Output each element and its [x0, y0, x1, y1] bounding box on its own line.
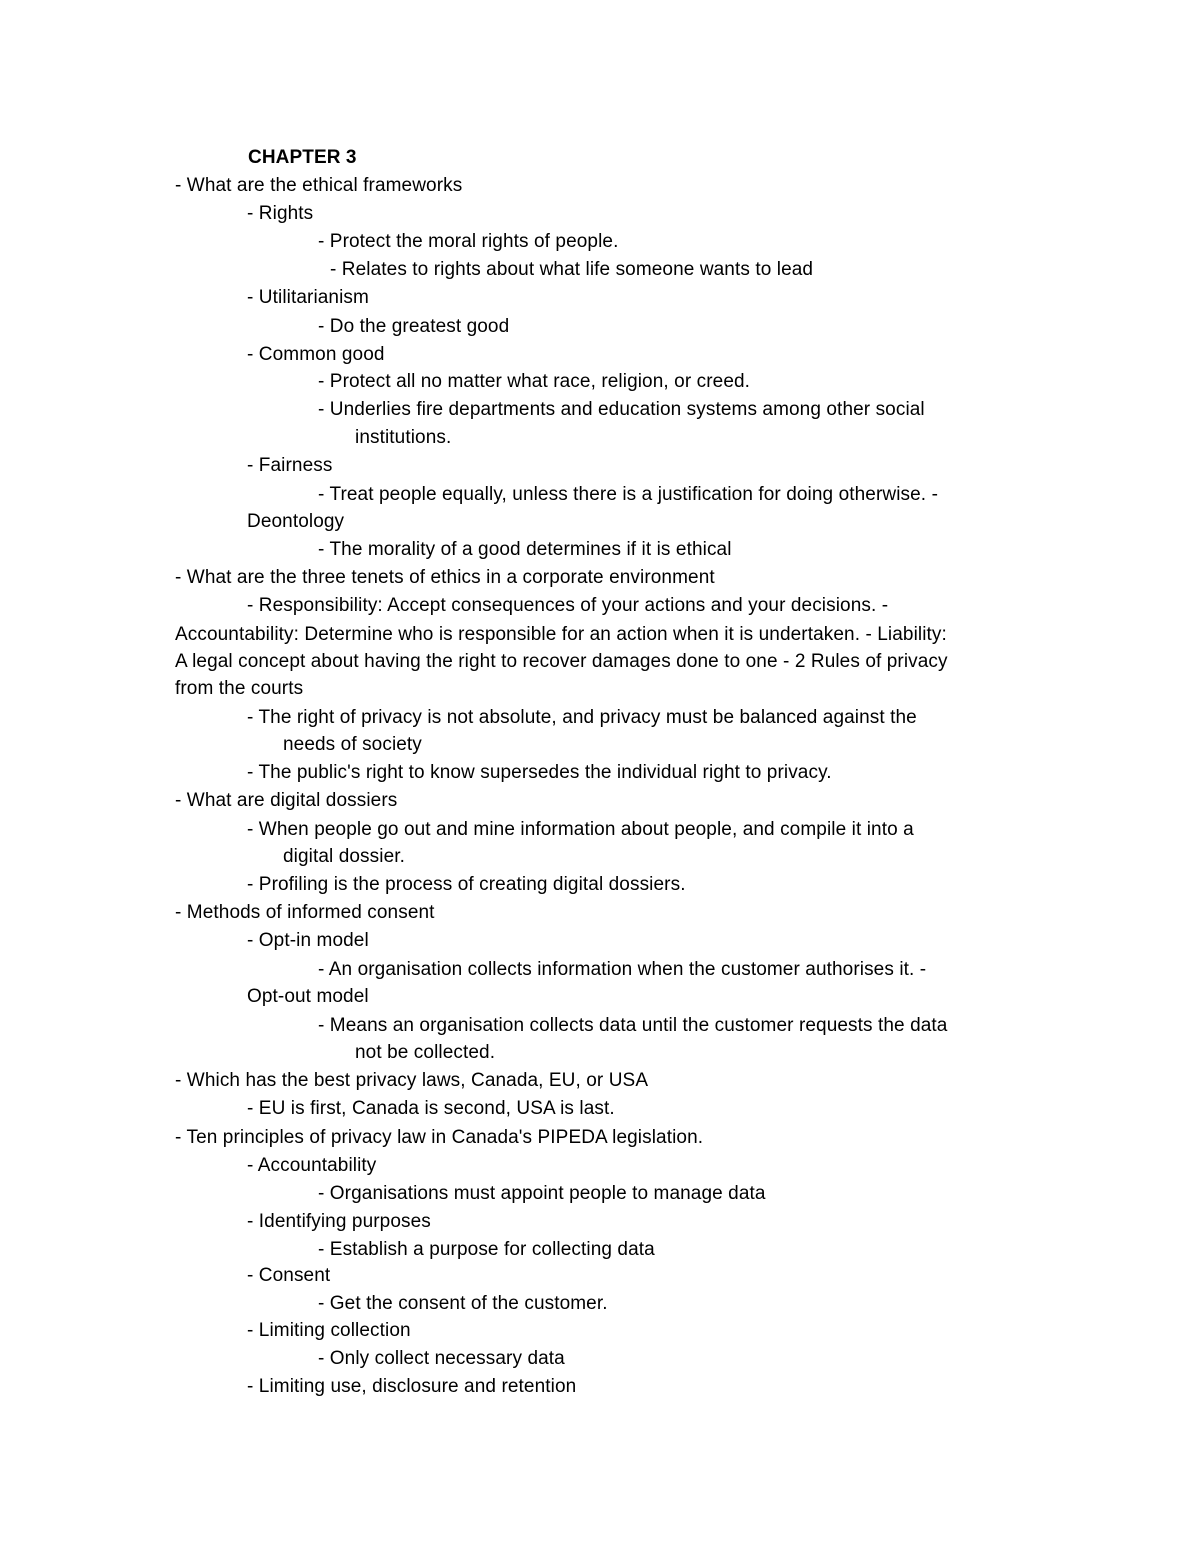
- text-line: needs of society: [283, 734, 422, 755]
- text-line: not be collected.: [355, 1042, 496, 1063]
- text-line: digital dossier.: [283, 846, 406, 867]
- text-line: - An organisation collects information when the customer authorises it. -: [318, 959, 927, 980]
- text-line: - Opt-in model: [247, 930, 369, 951]
- text-line: - Treat people equally, unless there is a justification for doing otherwise. -: [318, 484, 938, 505]
- text-line: - Common good: [247, 344, 385, 365]
- text-line: - Profiling is the process of creating digital dossiers.: [247, 874, 686, 895]
- text-line: A legal concept about having the right to recover damages done to one - 2 Rules of privacy: [175, 651, 948, 672]
- text-line: - Protect all no matter what race, religion, or creed.: [318, 371, 751, 392]
- text-line: - Means an organisation collects data until the customer requests the data: [318, 1015, 948, 1036]
- text-line: - Accountability: [247, 1155, 377, 1176]
- text-line: - Rights: [247, 203, 314, 224]
- text-line: - Identifying purposes: [247, 1211, 431, 1232]
- text-line: - The morality of a good determines if it is ethical: [318, 539, 732, 560]
- text-line: - Do the greatest good: [318, 316, 510, 337]
- text-line: Opt-out model: [247, 986, 369, 1007]
- text-line: - Which has the best privacy laws, Canada, EU, or USA: [175, 1070, 649, 1091]
- text-line: - What are digital dossiers: [175, 790, 398, 811]
- text-line: - Establish a purpose for collecting data: [318, 1239, 655, 1260]
- text-line: institutions.: [355, 427, 452, 448]
- text-line: - Limiting use, disclosure and retention: [247, 1376, 577, 1397]
- text-line: - What are the three tenets of ethics in a corporate environment: [175, 567, 715, 588]
- text-line: - Only collect necessary data: [318, 1348, 565, 1369]
- text-line: - Get the consent of the customer.: [318, 1293, 608, 1314]
- text-line: - Methods of informed consent: [175, 902, 435, 923]
- text-line: from the courts: [175, 678, 304, 699]
- text-line: - Utilitarianism: [247, 287, 369, 308]
- text-line: - What are the ethical frameworks: [175, 175, 463, 196]
- text-line: - EU is first, Canada is second, USA is last.: [247, 1098, 615, 1119]
- text-line: - The public's right to know supersedes the individual right to privacy.: [247, 762, 832, 783]
- text-line: - Organisations must appoint people to manage data: [318, 1183, 766, 1204]
- text-line: - Relates to rights about what life someone wants to lead: [330, 259, 814, 280]
- text-line: - Underlies fire departments and education systems among other social: [318, 399, 925, 420]
- text-line: - Fairness: [247, 455, 333, 476]
- page-title: CHAPTER 3: [248, 147, 357, 168]
- text-line: - When people go out and mine information about people, and compile it into a: [247, 819, 914, 840]
- text-line: - Limiting collection: [247, 1320, 411, 1341]
- text-line: Accountability: Determine who is responsible for an action when it is undertaken. - Liability:: [175, 624, 947, 645]
- text-line: - The right of privacy is not absolute, and privacy must be balanced against the: [247, 707, 917, 728]
- text-line: - Protect the moral rights of people.: [318, 231, 619, 252]
- text-line: Deontology: [247, 511, 345, 532]
- text-line: - Consent: [247, 1265, 331, 1286]
- text-line: - Responsibility: Accept consequences of your actions and your decisions. -: [247, 595, 889, 616]
- text-line: - Ten principles of privacy law in Canada's PIPEDA legislation.: [175, 1127, 704, 1148]
